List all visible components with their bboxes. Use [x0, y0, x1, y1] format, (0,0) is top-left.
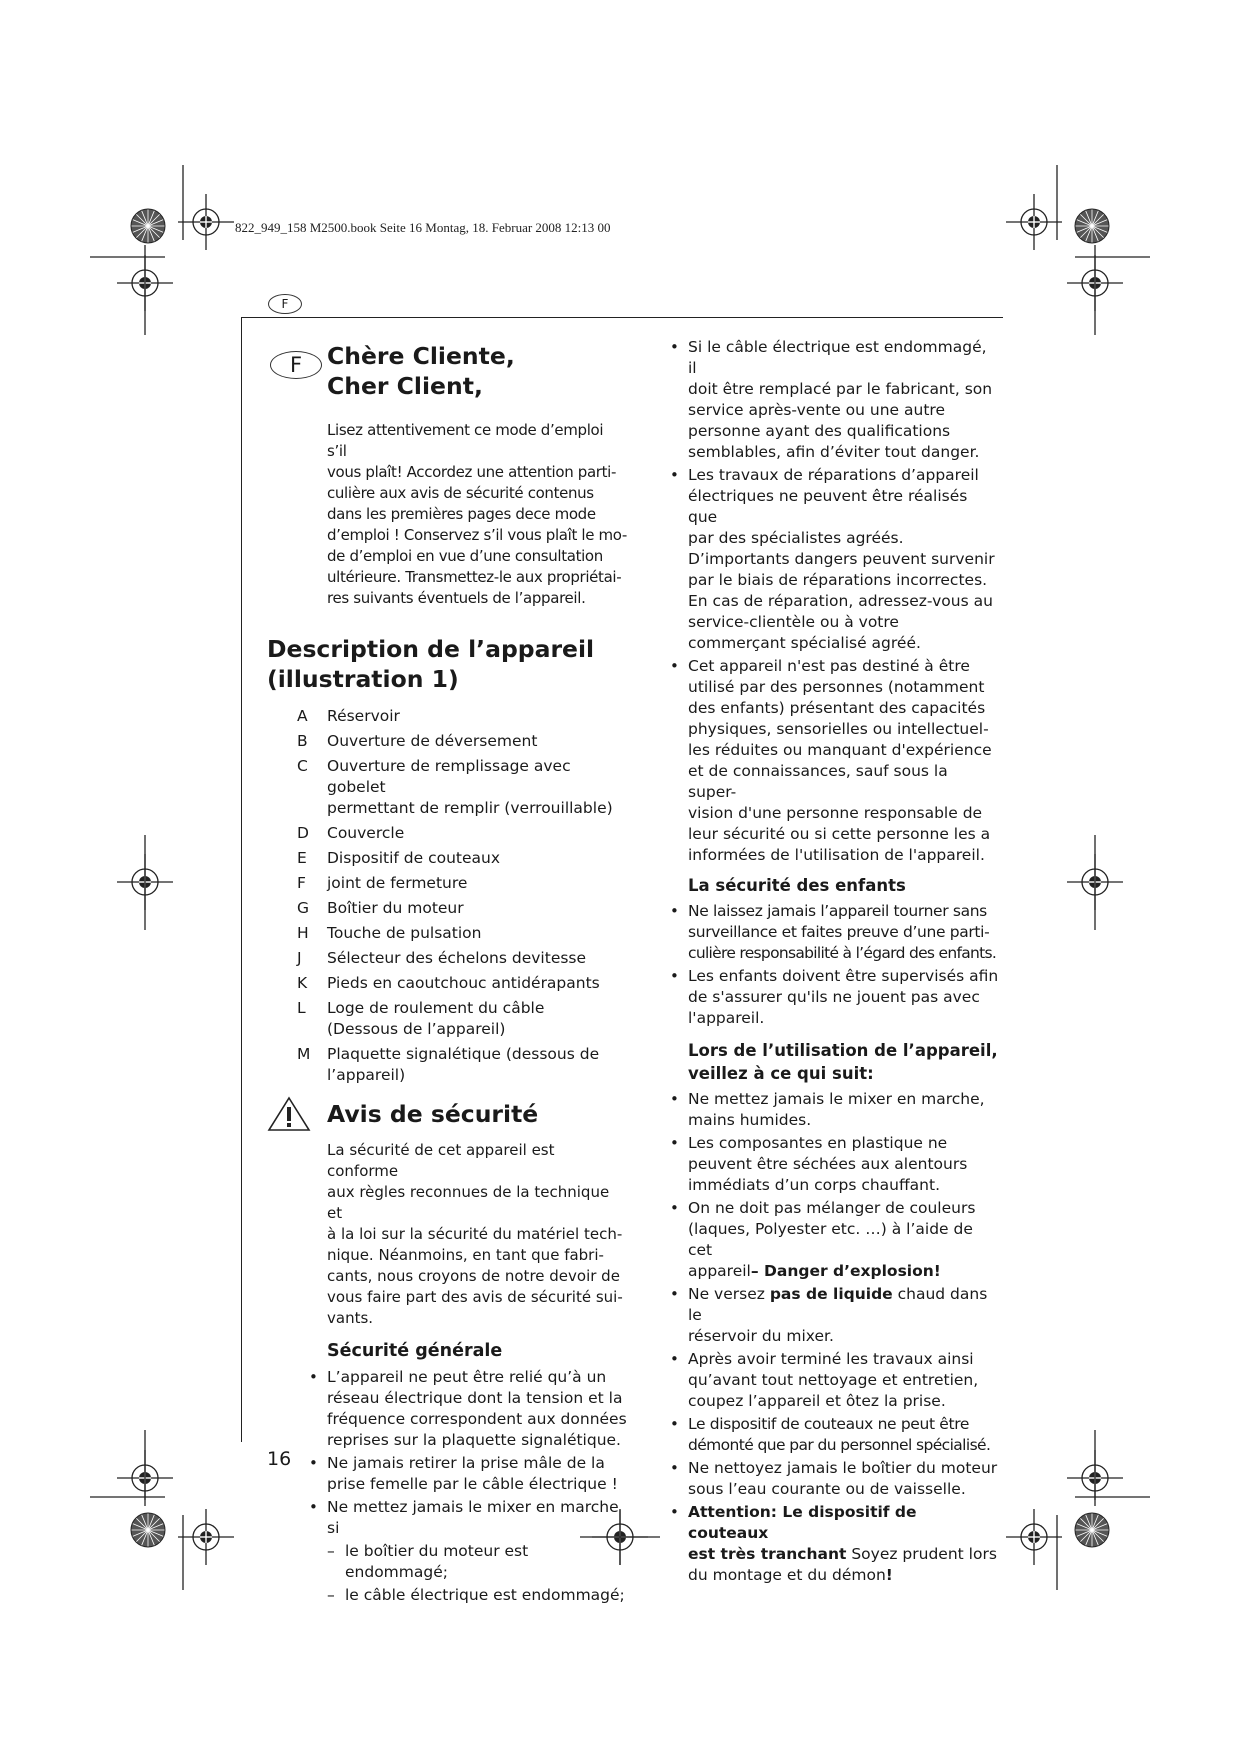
bullet-line: démonté que par du personnel spécialisé. — [688, 1436, 991, 1454]
general-safety-list — [309, 1367, 627, 1539]
part-label: Boîtier du moteur — [327, 899, 464, 917]
list-item — [670, 966, 1000, 1029]
bullet-line: Ne jamais retirer la prise mâle de la — [327, 1454, 605, 1472]
safety-line: nique. Néanmoins, en tant que fabri- — [327, 1246, 604, 1264]
part-label: Pieds en caoutchouc antidérapants — [327, 974, 600, 992]
usage-title-line-2: veillez à ce qui suit: — [688, 1064, 874, 1083]
greeting-line-1: Chère Cliente, — [327, 342, 515, 370]
parts-list — [297, 706, 627, 1086]
part-label: permettant de remplir (verrouillable) — [327, 799, 613, 817]
part-letter: G — [297, 899, 310, 917]
safety-heading — [267, 1096, 627, 1132]
bullet-line: et de connaissances, sauf sous la super- — [688, 762, 948, 801]
bullet-line: leur sécurité ou si cette personne les a — [688, 825, 991, 843]
list-item — [670, 337, 1000, 463]
bullet-line: commerçant spécialisé agréé. — [688, 634, 921, 652]
list-item — [309, 1497, 627, 1539]
bullet-line: physiques, sensorielles ou intellectuel- — [688, 720, 989, 738]
bullet-line: service-clientèle ou à votre — [688, 613, 899, 631]
list-item — [670, 1198, 1000, 1282]
list-item — [670, 656, 1000, 866]
bullet-line: Soyez prudent lors — [846, 1545, 997, 1563]
list-item — [297, 873, 627, 894]
part-label: Touche de pulsation — [327, 924, 482, 942]
description-title-line-2: (illustration 1) — [267, 665, 459, 693]
warning-triangle-icon — [267, 1096, 311, 1132]
list-item — [297, 731, 627, 752]
bullet-line: informées de l'utilisation de l'appareil. — [688, 846, 985, 864]
bullet-line: sous l’eau courante ou de vaisselle. — [688, 1480, 966, 1498]
intro-line: de d’emploi en vue d’une consultation — [327, 547, 603, 565]
list-item — [309, 1453, 627, 1495]
part-letter: L — [297, 999, 306, 1017]
left-column — [267, 341, 627, 1608]
bullet-line: Ne mettez jamais le mixer en marche, — [688, 1090, 985, 1108]
bullet-line: doit être remplacé par le fabricant, son — [688, 380, 993, 398]
part-letter: F — [297, 874, 306, 892]
list-item — [297, 1044, 627, 1086]
list-item — [670, 1349, 1000, 1412]
part-letter: H — [297, 924, 309, 942]
bullet-line: service après-vente ou une autre — [688, 401, 945, 419]
right-column — [670, 338, 1000, 1588]
bullet-line: appareil — [688, 1262, 751, 1280]
general-safety-title: Sécurité générale — [327, 1341, 503, 1361]
safety-paragraph — [327, 1140, 627, 1329]
part-label: Couvercle — [327, 824, 405, 842]
attention-label: est très tranchant — [688, 1545, 847, 1563]
usage-list — [670, 1089, 1000, 1586]
list-item — [297, 898, 627, 919]
list-item — [670, 1089, 1000, 1131]
bullet-line: fréquence correspondent aux données — [327, 1410, 627, 1428]
bullet-line: On ne doit pas mélanger de couleurs — [688, 1199, 976, 1217]
part-letter: C — [297, 757, 308, 775]
intro-line: culière aux avis de sécurité contenus — [327, 484, 594, 502]
list-item — [670, 1502, 1000, 1586]
intro-line: vous plaît! Accordez une attention parti- — [327, 463, 617, 481]
bullet-line: électriques ne peuvent être réalisés que — [688, 487, 968, 526]
list-item — [297, 756, 627, 819]
bullet-line: par le biais de réparations incorrectes. — [688, 571, 988, 589]
header-rule — [241, 317, 1003, 318]
safety-line: La sécurité de cet appareil est conforme — [327, 1141, 555, 1180]
part-label: l’appareil) — [327, 1066, 406, 1084]
bullet-line: qu’avant tout nettoyage et entretien, — [688, 1371, 979, 1389]
bullet-line: reprises sur la plaquette signalétique. — [327, 1431, 621, 1449]
repair-list — [670, 337, 1000, 866]
list-item — [297, 923, 627, 944]
page-number: 16 — [267, 1448, 292, 1470]
part-letter: J — [297, 949, 302, 967]
list-item — [297, 848, 627, 869]
bullet-line: Ne versez — [688, 1285, 770, 1303]
bullet-line: l'appareil. — [688, 1009, 765, 1027]
list-item — [670, 1414, 1000, 1456]
list-item — [670, 1458, 1000, 1500]
list-item — [309, 1367, 627, 1451]
part-letter: M — [297, 1045, 311, 1063]
list-item — [297, 948, 627, 969]
bullet-line: semblables, afin d’éviter tout danger. — [688, 443, 980, 461]
part-letter: A — [297, 707, 308, 725]
safety-title: Avis de sécurité — [327, 1100, 539, 1128]
part-label: Ouverture de remplissage avec gobelet — [327, 757, 571, 796]
list-item — [670, 901, 1000, 964]
bullet-line: L’appareil ne peut être relié qu’à un — [327, 1368, 607, 1386]
bullet-line: prise femelle par le câble électrique ! — [327, 1475, 618, 1493]
bullet-line: vision d'une personne responsable de — [688, 804, 983, 822]
usage-title-line-1: Lors de l’utilisation de l’appareil, — [688, 1041, 998, 1060]
description-heading — [267, 634, 627, 694]
section-language-marker: F — [270, 351, 322, 379]
part-label: Plaquette signalétique (dessous de — [327, 1045, 600, 1063]
bullet-line: utilisé par des personnes (notamment — [688, 678, 985, 696]
list-item — [670, 1284, 1000, 1347]
bullet-line: Cet appareil n'est pas destiné à être — [688, 657, 970, 675]
bullet-line: peuvent être séchées aux alentours — [688, 1155, 968, 1173]
part-letter: D — [297, 824, 309, 842]
general-safety-section — [327, 1339, 627, 1363]
usage-heading — [688, 1039, 1000, 1085]
part-label: Loge de roulement du câble — [327, 999, 545, 1017]
attention-label: Attention: Le dispositif de couteaux — [688, 1503, 917, 1542]
intro-line: ultérieure. Transmettez-le aux propriétai- — [327, 568, 622, 586]
bullet-line: les réduites ou manquant d'expérience — [688, 741, 992, 759]
description-title-line-1: Description de l’appareil — [267, 635, 595, 663]
bullet-line: des enfants) présentant des capacités — [688, 699, 986, 717]
list-item: – le câble électrique est endommagé; — [327, 1585, 627, 1606]
bullet-line: immédiats d’un corps chauffant. — [688, 1176, 940, 1194]
list-item — [670, 465, 1000, 654]
part-label: Sélecteur des échelons devitesse — [327, 949, 587, 967]
children-safety-title: La sécurité des enfants — [688, 876, 906, 895]
bullet-line: surveillance et faites preuve d’une parti- — [688, 923, 990, 941]
bullet-line: Les composantes en plastique ne — [688, 1134, 948, 1152]
list-item — [297, 998, 627, 1040]
children-safety-list — [670, 901, 1000, 1029]
no-liquid-emphasis: pas de liquide — [769, 1285, 893, 1303]
bullet-line: Les enfants doivent être supervisés afin — [688, 967, 999, 985]
part-label: (Dessous de l’appareil) — [327, 1020, 506, 1038]
bullet-line: En cas de réparation, adressez-vous au — [688, 592, 993, 610]
list-item — [297, 823, 627, 844]
greeting-line-2: Cher Client, — [327, 372, 483, 400]
bullet-line: réseau électrique dont la tension et la — [327, 1389, 623, 1407]
list-item — [297, 973, 627, 994]
margin-rule — [241, 317, 242, 1442]
safety-line: vous faire part des avis de sécurité sui- — [327, 1288, 623, 1306]
explosion-warning: – Danger d’explosion! — [750, 1262, 941, 1280]
bullet-line: Si le câble électrique est endommagé, il — [688, 338, 987, 377]
safety-line: vants. — [327, 1309, 374, 1327]
greeting-title — [327, 341, 627, 401]
bullet-line: par des spécialistes agréés. — [688, 529, 904, 547]
bullet-line: Ne laissez jamais l’appareil tourner sans — [688, 902, 987, 920]
safety-line: cants, nous croyons de notre devoir de — [327, 1267, 620, 1285]
bullet-line: D’importants dangers peuvent survenir — [688, 550, 995, 568]
bullet-line: Ne mettez jamais le mixer en marche si — [327, 1498, 619, 1537]
part-label: Dispositif de couteaux — [327, 849, 501, 867]
file-info-header: 822_949_158 M2500.book Seite 16 Montag, 18. Februar 2008 12:13 00 — [235, 220, 611, 235]
language-marker: F — [268, 294, 302, 314]
bullet-line: mains humides. — [688, 1111, 812, 1129]
bullet-line: Ne nettoyez jamais le boîtier du moteur — [688, 1459, 998, 1477]
bullet-line: Après avoir terminé les travaux ainsi — [688, 1350, 974, 1368]
bullet-line: de s'assurer qu'ils ne jouent pas avec — [688, 988, 980, 1006]
attention-exclamation: ! — [885, 1566, 893, 1584]
intro-line: dans les premières pages dece mode — [327, 505, 596, 523]
intro-line: res suivants éventuels de l’appareil. — [327, 589, 586, 607]
part-letter: K — [297, 974, 308, 992]
part-label: joint de fermeture — [327, 874, 468, 892]
part-label: Ouverture de déversement — [327, 732, 538, 750]
bullet-line: du montage et du démon — [688, 1566, 886, 1584]
bullet-line: Les travaux de réparations d’appareil — [688, 466, 979, 484]
part-letter: E — [297, 849, 307, 867]
safety-line: aux règles reconnues de la technique et — [327, 1183, 610, 1222]
intro-line: d’emploi ! Conservez s’il vous plaît le mo- — [327, 526, 627, 544]
intro-line: Lisez attentivement ce mode d’emploi s’il — [327, 421, 604, 460]
list-item — [670, 1133, 1000, 1196]
part-letter: B — [297, 732, 308, 750]
bullet-line: coupez l’appareil et ôtez la prise. — [688, 1392, 946, 1410]
part-label: Réservoir — [327, 707, 400, 725]
bullet-line: réservoir du mixer. — [688, 1327, 834, 1345]
bullet-line: Le dispositif de couteaux ne peut être — [688, 1415, 970, 1433]
damage-conditions-list — [327, 1541, 627, 1606]
bullet-line: (laques, Polyester etc. …) à l’aide de cet — [688, 1220, 973, 1259]
bullet-line: chaud dans le — [688, 1285, 988, 1324]
safety-line: à la loi sur la sécurité du matériel tech- — [327, 1225, 623, 1243]
intro-paragraph — [327, 420, 627, 609]
list-item — [297, 706, 627, 727]
list-item: – le boîtier du moteur est endommagé; — [327, 1541, 627, 1583]
bullet-line: culière responsabilité à l’égard des enfants. — [688, 944, 997, 962]
bullet-line: personne ayant des qualifications — [688, 422, 951, 440]
